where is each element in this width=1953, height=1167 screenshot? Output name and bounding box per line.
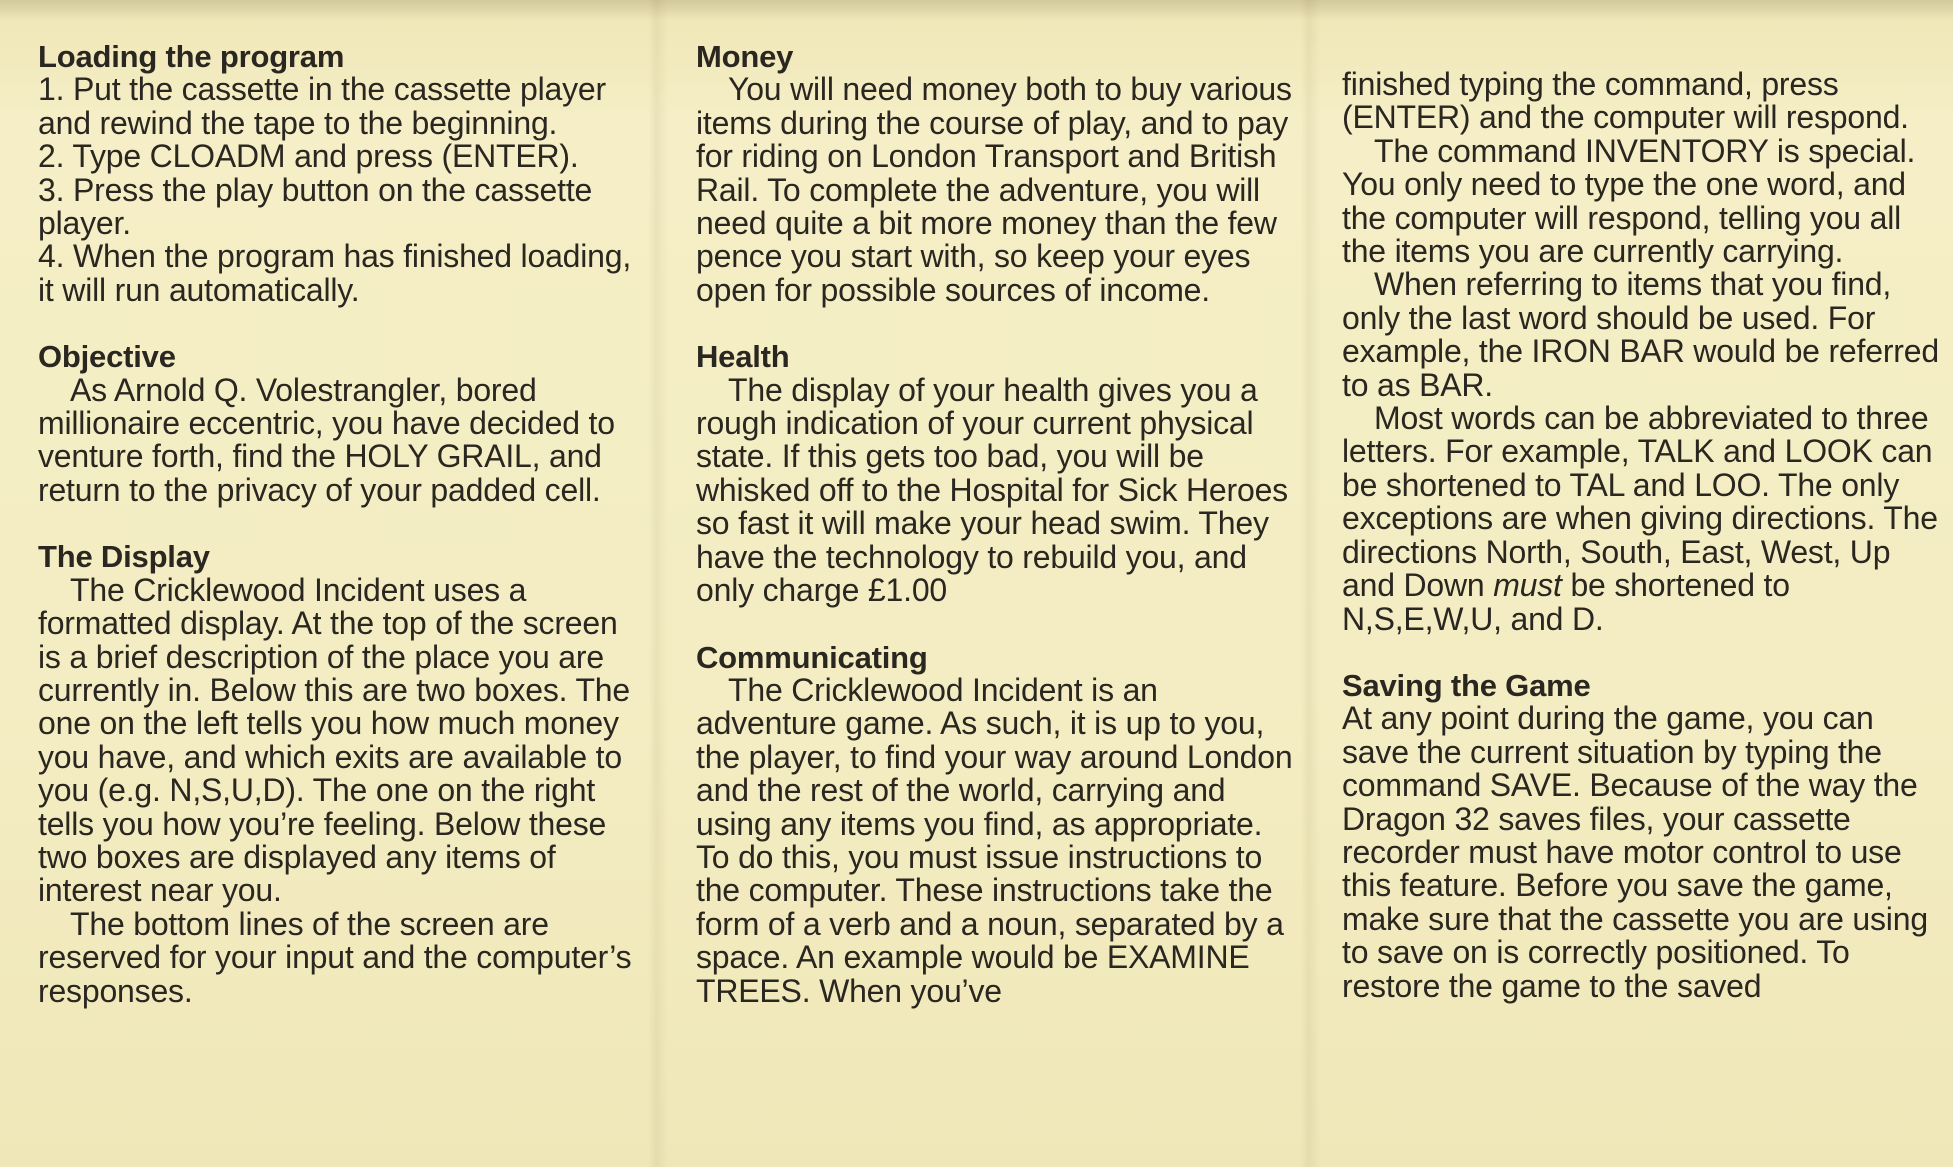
health-text: The display of your health gives you a rough indication of your current physical state. If this gets too bad, you will be whisked off to the Hospital for Sick Heroes so fast it will make your head swim. They have the technology to rebuild you, and only charge £1.00	[696, 371, 1288, 609]
spacer	[38, 507, 638, 540]
column-right	[1342, 68, 1942, 1003]
abbreviation-must: must	[1493, 567, 1562, 604]
loading-step-4: 4. When the program has finished loading, it will run automatically.	[38, 238, 632, 308]
loading-step-1: 1. Put the cassette in the cassette player and rewind the tape to the beginning.	[38, 71, 606, 141]
items-text: When referring to items that you find, only the last word should be used. For example, the IRON BAR would be referred to as BAR.	[1342, 266, 1939, 403]
inventory-text: The command INVENTORY is special. You only need to type the one word, and the computer will respond, telling you all the items you are currently carrying.	[1342, 132, 1916, 270]
abbreviation-text-b: be shortened to N,S,E,W,U, and D.	[1342, 567, 1790, 637]
paper-top-edge	[0, 0, 1953, 20]
saving-text: At any point during the game, you can save the current situation by typing the command SAVE. Because of the way the Dragon 32 saves files, your cassette recorder must have motor control to use this feature. Before you save the game, make sure that the cassette you are using to save on is correctly positioned. To restore the game to the saved	[1342, 700, 1928, 1004]
spacer	[696, 608, 1296, 641]
display-heading: The Display	[38, 539, 210, 575]
abbreviation-text	[1342, 402, 1942, 636]
spacer	[696, 307, 1296, 340]
objective-heading: Objective	[38, 339, 176, 375]
money-text: You will need money both to buy various items during the course of play, and to pay for riding on London Transport and British Rail. To complete the adventure, you will need quite a bit more money than the few pence you start with, so keep your eyes open for possible sources of income.	[696, 71, 1292, 308]
loading-step-3: 3. Press the play button on the cassette player.	[38, 171, 593, 242]
objective-text: As Arnold Q. Volestrangler, bored millionaire eccentric, you have decided to venture forth, find the HOLY GRAIL, and return to the privacy of your padded cell.	[38, 371, 615, 508]
health-heading: Health	[696, 339, 790, 375]
command-continued-text: finished typing the command, press (ENTER) and the computer will respond.	[1342, 66, 1909, 136]
spacer	[1342, 636, 1942, 669]
communicating-heading: Communicating	[696, 639, 928, 675]
column-middle	[696, 40, 1296, 1008]
display-text-2: The bottom lines of the screen are reserved for your input and the computer’s responses.	[38, 905, 632, 1009]
loading-heading: Loading the program	[38, 39, 345, 74]
display-text-1: The Cricklewood Incident uses a formatted display. At the top of the screen is a brief description of the place you are currently in. Below this are two boxes. The one on the left tells you how much money you have, and which exits are available to you (e.g. N,S,U,D). The one on the right tells you how you’re feeling. Below these two boxes are displayed any items of interest near you.	[38, 571, 630, 909]
money-heading: Money	[696, 39, 794, 74]
loading-step-2: 2. Type CLOADM and press (ENTER).	[38, 138, 579, 175]
spacer	[38, 307, 638, 340]
column-left	[38, 40, 638, 1008]
saving-heading: Saving the Game	[1342, 667, 1591, 703]
abbreviation-text-a: Most words can be abbreviated to three letters. For example, TALK and LOOK can be shortened to TAL and LOO. The only exceptions are when giving directions. The directions North, South, East, West, Up and Down	[1342, 400, 1938, 604]
communicating-text: The Cricklewood Incident is an adventure game. As such, it is up to you, the player, to find your way around London and the rest of the world, carrying and using any items you find, as appropriate. To do this, you must issue instructions to the computer. These instructions take the form of a verb and a noun, separated by a space. An example would be EXAMINE TREES. When you’ve	[696, 671, 1293, 1009]
